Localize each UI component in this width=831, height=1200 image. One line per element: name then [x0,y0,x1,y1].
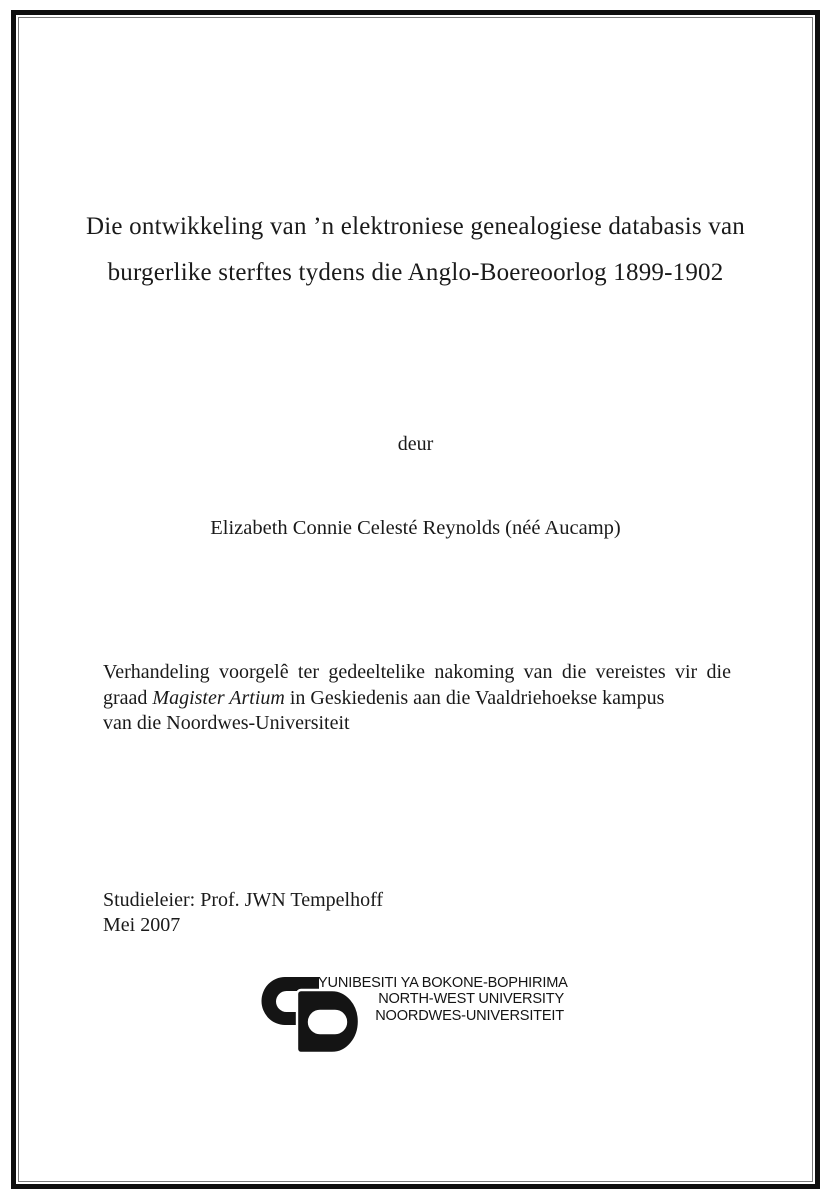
nwu-logo-text-line-1: YUNIBESITI YA BOKONE-BOPHIRIMA [318,975,568,991]
statement-line-2-suffix: in Geskiedenis aan die Vaaldriehoekse kampus [284,686,665,709]
nwu-logo-text [318,975,568,1024]
statement-line-2-prefix: graad [103,686,153,709]
degree-name-italic: Magister Artium [152,686,285,709]
degree-statement [103,660,731,737]
byline-deur: deur [397,433,434,455]
nwu-logo [256,972,576,1058]
supervisor-line: Studieleier: Prof. JWN Tempelhoff [103,889,384,911]
statement-line-1: Verhandeling voorgelê ter gedeeltelike nakoming van die vereistes vir die [103,661,731,683]
thesis-title-line-1: Die ontwikkeling van ’n elektroniese genealogiese databasis van [86,213,745,240]
nwu-logo-text-line-2: NORTH-WEST UNIVERSITY [378,991,564,1008]
nwu-logo-text-line-3: NOORDWES-UNIVERSITEIT [375,1007,564,1024]
author-name: Elizabeth Connie Celesté Reynolds (néé Aucamp) [210,517,621,539]
thesis-title [40,204,791,296]
thesis-title-line-2: burgerlike sterftes tydens die Anglo-Boereoorlog 1899-1902 [107,259,724,286]
statement-line-3: van die Noordwes-Universiteit [103,712,350,734]
statement-line-2 [103,686,731,712]
date-line: Mei 2007 [103,914,181,936]
supervisor-block [103,888,383,938]
